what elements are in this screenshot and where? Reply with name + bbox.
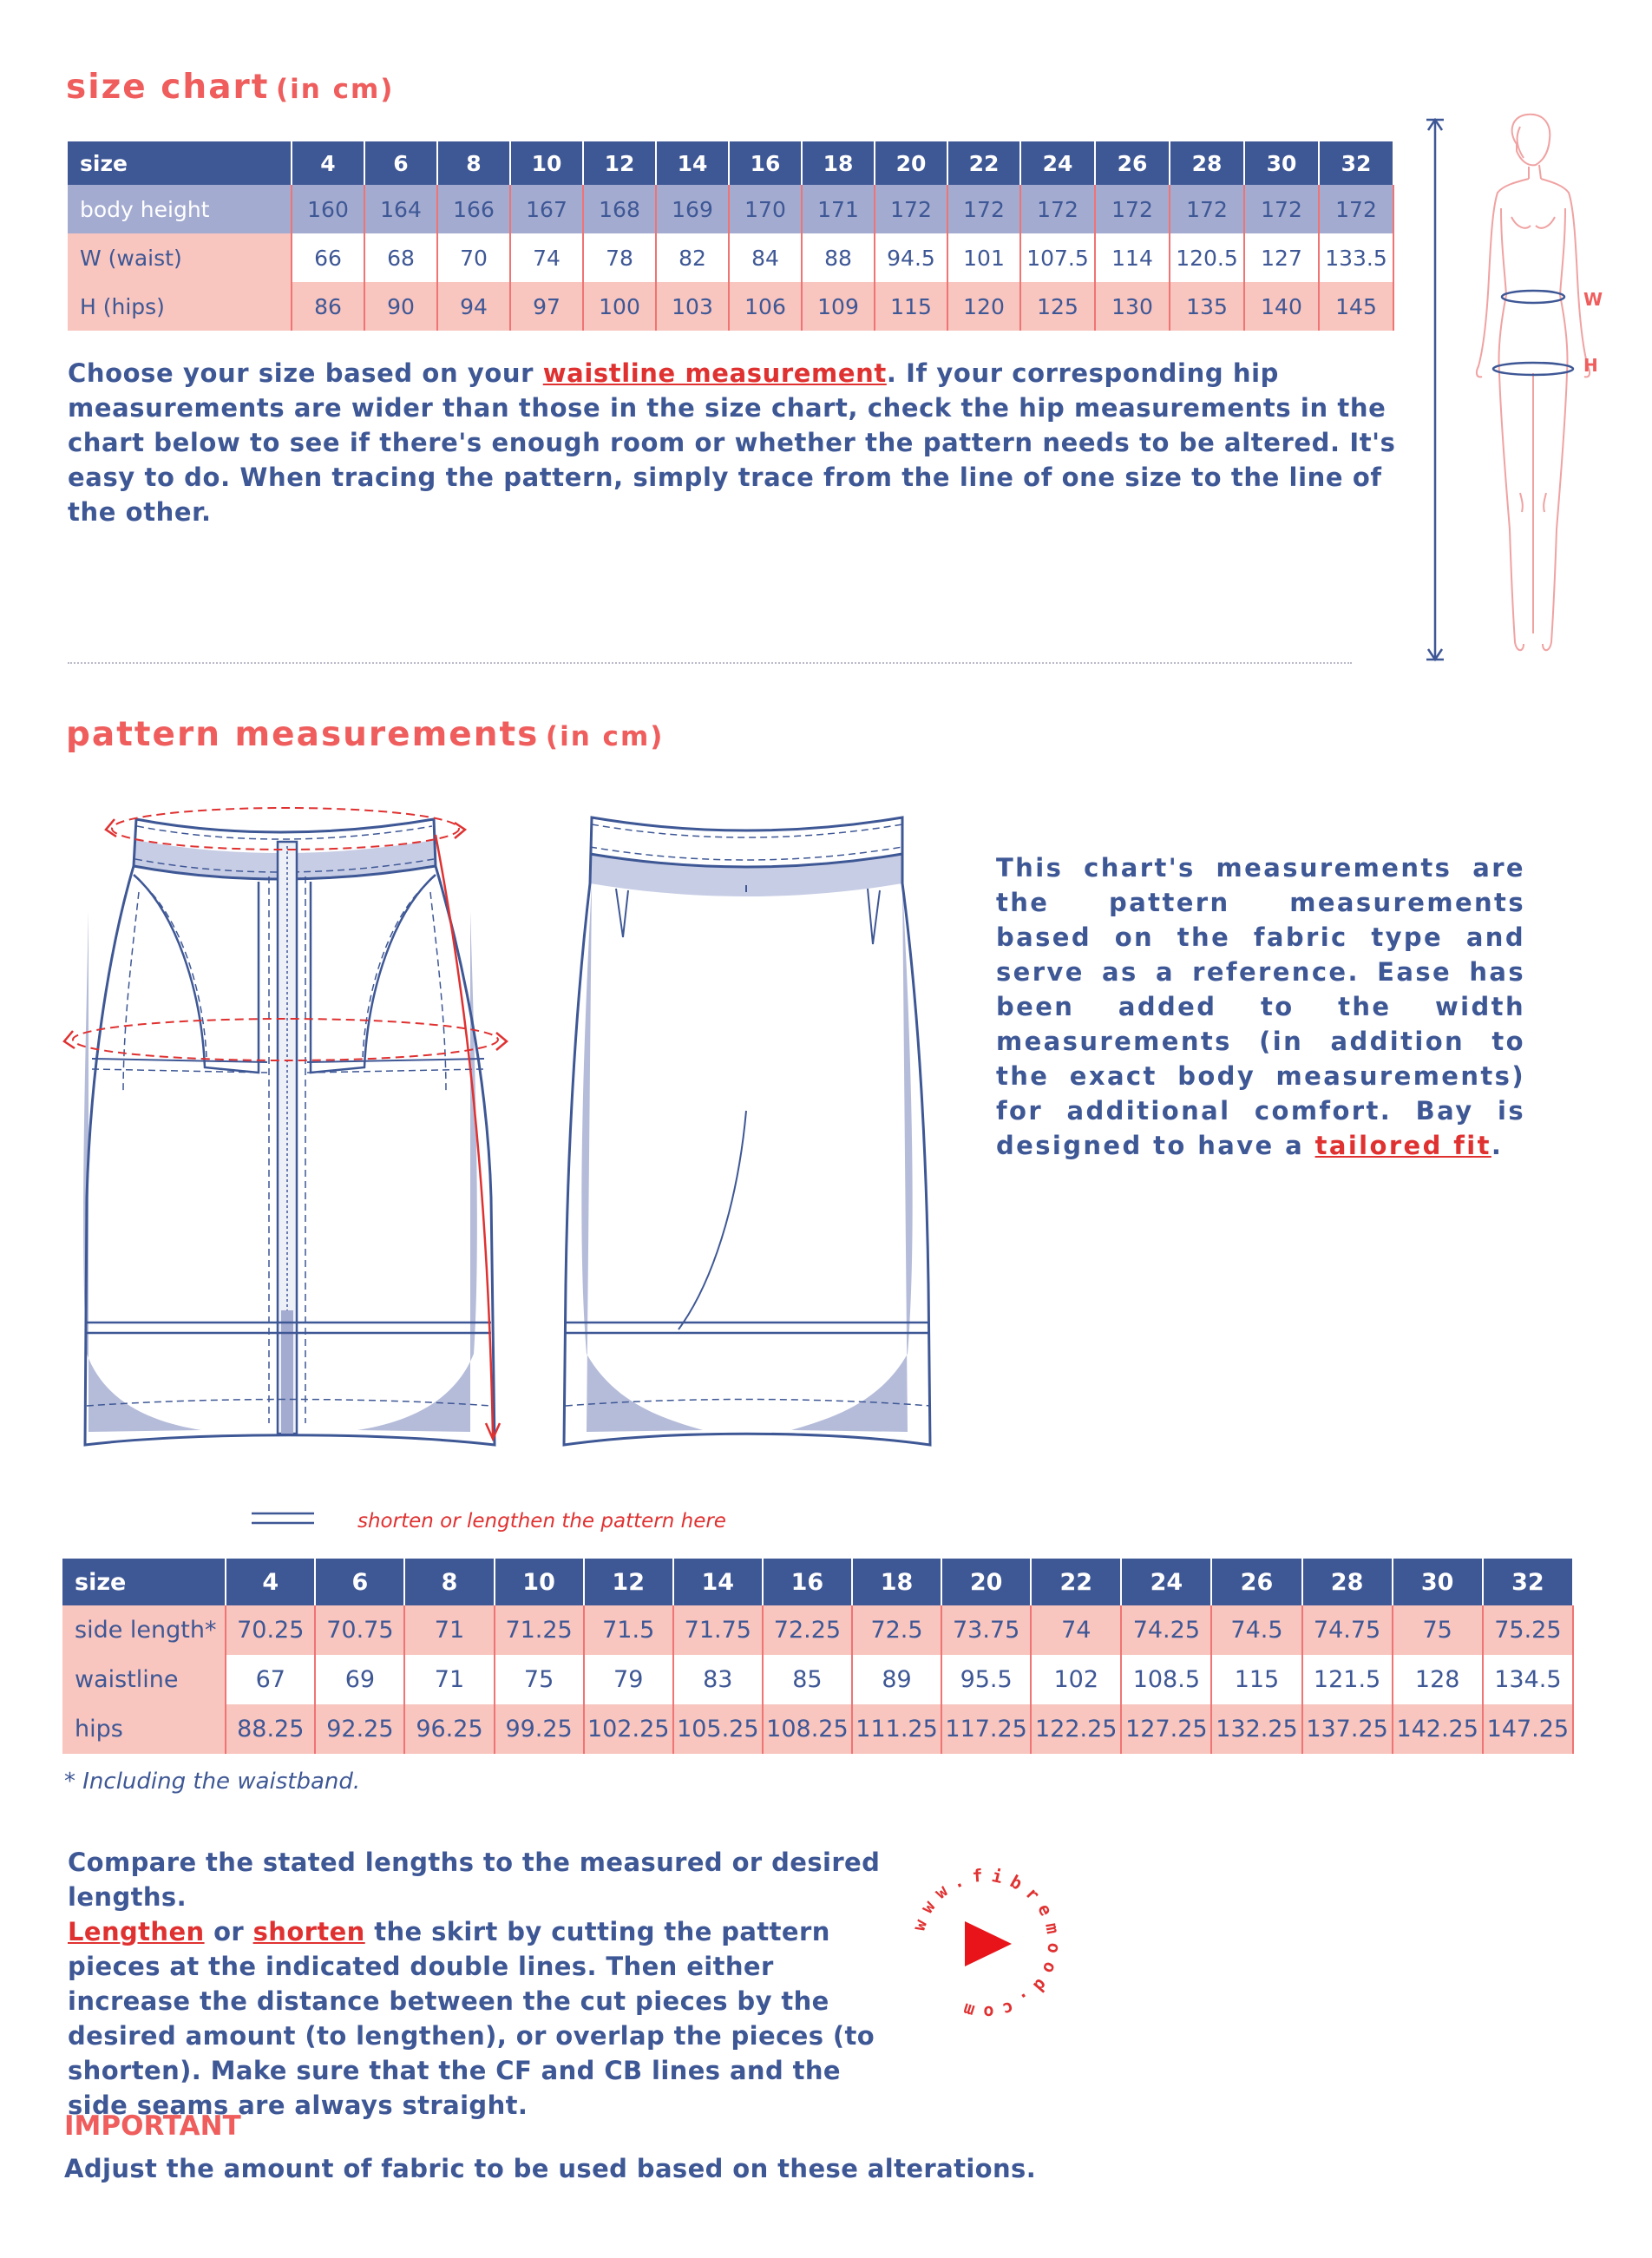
table-cell: 86 — [292, 282, 364, 331]
table-cell: 92.25 — [315, 1704, 404, 1754]
table-cell: 117.25 — [941, 1704, 1031, 1754]
table-cell: 127.25 — [1121, 1704, 1211, 1754]
table-cell: 109 — [802, 282, 875, 331]
important-heading: IMPORTANT — [64, 2110, 241, 2142]
table-cell: 140 — [1244, 282, 1319, 331]
footnote: * Including the waistband. — [64, 1769, 361, 1795]
size-chart-unit: (in cm) — [275, 74, 395, 105]
side-length-row — [62, 1605, 1573, 1655]
table-cell: 69 — [315, 1655, 404, 1704]
table-cell: 71.5 — [584, 1605, 673, 1655]
size-cell: 14 — [656, 141, 729, 185]
size-cell: 8 — [404, 1559, 494, 1605]
table-cell: 70.75 — [315, 1605, 404, 1655]
table-cell: 88.25 — [226, 1704, 315, 1754]
table-cell: 132.25 — [1211, 1704, 1301, 1754]
size-cell: 6 — [315, 1559, 404, 1605]
fibremood-logo[interactable] — [899, 1857, 1072, 2031]
tailored-fit-link[interactable]: tailored fit — [1314, 1131, 1491, 1160]
size-cell: 20 — [941, 1559, 1031, 1605]
table-cell: 147.25 — [1483, 1704, 1573, 1754]
alteration-text-2: the skirt by cutting the pattern pieces at the indicated double lines. Then either increase the distance between the cut pieces by the desired amount (to lengthen), or overlap the pieces (to shorten). Make sure that the CF and CB lines and the side seams are always straight. — [68, 1917, 875, 2120]
table-cell: 172 — [1095, 185, 1170, 233]
table-cell: 114 — [1095, 233, 1170, 282]
pattern-measurements-table — [62, 1559, 1574, 1754]
table-cell: 111.25 — [852, 1704, 941, 1754]
waist-marker: W — [1583, 289, 1603, 310]
body-figure — [1414, 113, 1622, 668]
double-line-icon — [252, 1510, 314, 1527]
size-cell: 26 — [1095, 141, 1170, 185]
pattern-measurements-title — [66, 715, 664, 754]
table-cell: 160 — [292, 185, 364, 233]
waist-row — [68, 233, 1393, 282]
intro-text-1: Choose your size based on your — [68, 358, 543, 388]
table-cell: 71.75 — [673, 1605, 763, 1655]
size-cell: 4 — [226, 1559, 315, 1605]
table-cell: 107.5 — [1020, 233, 1095, 282]
table-cell: 83 — [673, 1655, 763, 1704]
table-cell: 172 — [1020, 185, 1095, 233]
table-cell: 82 — [656, 233, 729, 282]
table-cell: 137.25 — [1302, 1704, 1393, 1754]
table-cell: 94.5 — [875, 233, 947, 282]
table-cell: 106 — [729, 282, 802, 331]
table-cell: 121.5 — [1302, 1655, 1393, 1704]
table-cell: 128 — [1393, 1655, 1483, 1704]
table-cell: 172 — [1170, 185, 1244, 233]
table-cell: 169 — [656, 185, 729, 233]
table-cell: 103 — [656, 282, 729, 331]
size-cell: 12 — [583, 141, 656, 185]
size-cell: 24 — [1020, 141, 1095, 185]
table-cell: 94 — [437, 282, 510, 331]
table-cell: 79 — [584, 1655, 673, 1704]
size-cell: 8 — [437, 141, 510, 185]
alteration-paragraph — [68, 1845, 892, 2123]
table-cell: 134.5 — [1483, 1655, 1573, 1704]
table-cell: 102 — [1031, 1655, 1121, 1704]
table-cell: 120.5 — [1170, 233, 1244, 282]
size-cell: 18 — [852, 1559, 941, 1605]
table-cell: 74.5 — [1211, 1605, 1301, 1655]
alteration-text-1: Compare the stated lengths to the measured or desired lengths. — [68, 1848, 881, 1912]
table-cell: 105.25 — [673, 1704, 763, 1754]
table-cell: 164 — [364, 185, 437, 233]
size-chart-table — [68, 141, 1394, 331]
ease-note-text: This chart's measurements are the pattern measurements based on the fabric type and serve as a reference. Ease has been added to the width measurements (in addition to the exact body measurements) for additional comfort. Bay is designed to have a — [996, 853, 1525, 1160]
table-cell: 102.25 — [584, 1704, 673, 1754]
table-cell: 66 — [292, 233, 364, 282]
table-cell: 75 — [495, 1655, 584, 1704]
pattern-title-text: pattern measurements — [66, 715, 540, 754]
table-cell: 135 — [1170, 282, 1244, 331]
table-cell: 115 — [1211, 1655, 1301, 1704]
size-cell: 26 — [1211, 1559, 1301, 1605]
table-cell: 97 — [510, 282, 583, 331]
shorten-link[interactable]: shorten — [252, 1917, 365, 1946]
table-cell: 84 — [729, 233, 802, 282]
table-cell: 72.5 — [852, 1605, 941, 1655]
table-cell: 74.25 — [1121, 1605, 1211, 1655]
table-cell: 142.25 — [1393, 1704, 1483, 1754]
ease-note — [996, 850, 1525, 1163]
size-header-label: size — [68, 141, 292, 185]
table-cell: 130 — [1095, 282, 1170, 331]
table-cell: 71 — [404, 1655, 494, 1704]
size-chart-title — [66, 68, 394, 107]
logo-ring-text: www.fibremood.com — [908, 1864, 1065, 2024]
table-cell: 127 — [1244, 233, 1319, 282]
table-cell: 122.25 — [1031, 1704, 1121, 1754]
hips-row — [68, 282, 1393, 331]
size-cell: 32 — [1483, 1559, 1573, 1605]
table-cell: 168 — [583, 185, 656, 233]
table-cell: 75.25 — [1483, 1605, 1573, 1655]
play-icon — [965, 1921, 1012, 1966]
table-cell: 172 — [875, 185, 947, 233]
table-cell: 72.25 — [763, 1605, 852, 1655]
table-cell: 115 — [875, 282, 947, 331]
size-cell: 10 — [495, 1559, 584, 1605]
row-label: H (hips) — [68, 282, 292, 331]
table-cell: 99.25 — [495, 1704, 584, 1754]
row-label: side length* — [62, 1605, 226, 1655]
table-cell: 85 — [763, 1655, 852, 1704]
table-cell: 172 — [1244, 185, 1319, 233]
alteration-or: or — [204, 1917, 253, 1946]
size-chart-title-text: size chart — [66, 68, 270, 107]
size-cell: 28 — [1302, 1559, 1393, 1605]
size-cell: 14 — [673, 1559, 763, 1605]
table-cell: 125 — [1020, 282, 1095, 331]
table-cell: 88 — [802, 233, 875, 282]
table-cell: 166 — [437, 185, 510, 233]
table-cell: 73.75 — [941, 1605, 1031, 1655]
size-cell: 22 — [1031, 1559, 1121, 1605]
size-cell: 20 — [875, 141, 947, 185]
body-height-row — [68, 185, 1393, 233]
table-cell: 70.25 — [226, 1605, 315, 1655]
row-label: body height — [68, 185, 292, 233]
size-cell: 16 — [729, 141, 802, 185]
size-cell: 30 — [1244, 141, 1319, 185]
table-cell: 67 — [226, 1655, 315, 1704]
table-cell: 74 — [1031, 1605, 1121, 1655]
table-cell: 71 — [404, 1605, 494, 1655]
size-cell: 24 — [1121, 1559, 1211, 1605]
table-cell: 172 — [947, 185, 1020, 233]
intro-text-2: . If your corresponding hip measurements are wider than those in the size chart, check the hip measurements in the chart below to see if there's enough room or whether the pattern needs to be altered. It's easy to do. When tracing the pattern, simply trace from the line of one size to the line of the other. — [68, 358, 1396, 527]
table-cell: 171 — [802, 185, 875, 233]
table-cell: 71.25 — [495, 1605, 584, 1655]
size-cell: 16 — [763, 1559, 852, 1605]
row-label: hips — [62, 1704, 226, 1754]
legend-text: shorten or lengthen the pattern here — [357, 1510, 726, 1533]
ease-note-end: . — [1491, 1131, 1504, 1160]
table-cell: 95.5 — [941, 1655, 1031, 1704]
important-text: Adjust the amount of fabric to be used based on these alterations. — [64, 2154, 1037, 2183]
table-cell: 74 — [510, 233, 583, 282]
skirt-back-drawing — [538, 798, 972, 1458]
row-label: W (waist) — [68, 233, 292, 282]
table-cell: 74.75 — [1302, 1605, 1393, 1655]
table-cell: 120 — [947, 282, 1020, 331]
table-cell: 78 — [583, 233, 656, 282]
size-header-row — [68, 141, 1393, 185]
size-cell: 10 — [510, 141, 583, 185]
table-cell: 70 — [437, 233, 510, 282]
table-cell: 172 — [1319, 185, 1393, 233]
table-cell: 100 — [583, 282, 656, 331]
table-cell: 167 — [510, 185, 583, 233]
size-cell: 6 — [364, 141, 437, 185]
table-cell: 108.25 — [763, 1704, 852, 1754]
table-cell: 145 — [1319, 282, 1393, 331]
table-cell: 89 — [852, 1655, 941, 1704]
size-cell: 28 — [1170, 141, 1244, 185]
pattern-title-unit: (in cm) — [545, 721, 665, 752]
row-label: waistline — [62, 1655, 226, 1704]
size-cell: 18 — [802, 141, 875, 185]
size-cell: 12 — [584, 1559, 673, 1605]
size-header-row — [62, 1559, 1573, 1605]
hips-marker: H — [1583, 355, 1598, 376]
table-cell: 108.5 — [1121, 1655, 1211, 1704]
size-header-label: size — [62, 1559, 226, 1605]
table-cell: 133.5 — [1319, 233, 1393, 282]
waistline-measurement-link[interactable]: waistline measurement — [542, 358, 887, 388]
skirt-front-drawing — [54, 798, 522, 1458]
table-cell: 90 — [364, 282, 437, 331]
table-cell: 75 — [1393, 1605, 1483, 1655]
waistline-row — [62, 1655, 1573, 1704]
table-cell: 101 — [947, 233, 1020, 282]
table-cell: 96.25 — [404, 1704, 494, 1754]
intro-paragraph — [68, 356, 1404, 529]
section-divider — [68, 662, 1352, 664]
size-cell: 4 — [292, 141, 364, 185]
lengthen-link[interactable]: Lengthen — [68, 1917, 205, 1946]
hips-row — [62, 1704, 1573, 1754]
table-cell: 170 — [729, 185, 802, 233]
size-cell: 32 — [1319, 141, 1393, 185]
table-cell: 68 — [364, 233, 437, 282]
size-cell: 30 — [1393, 1559, 1483, 1605]
size-cell: 22 — [947, 141, 1020, 185]
